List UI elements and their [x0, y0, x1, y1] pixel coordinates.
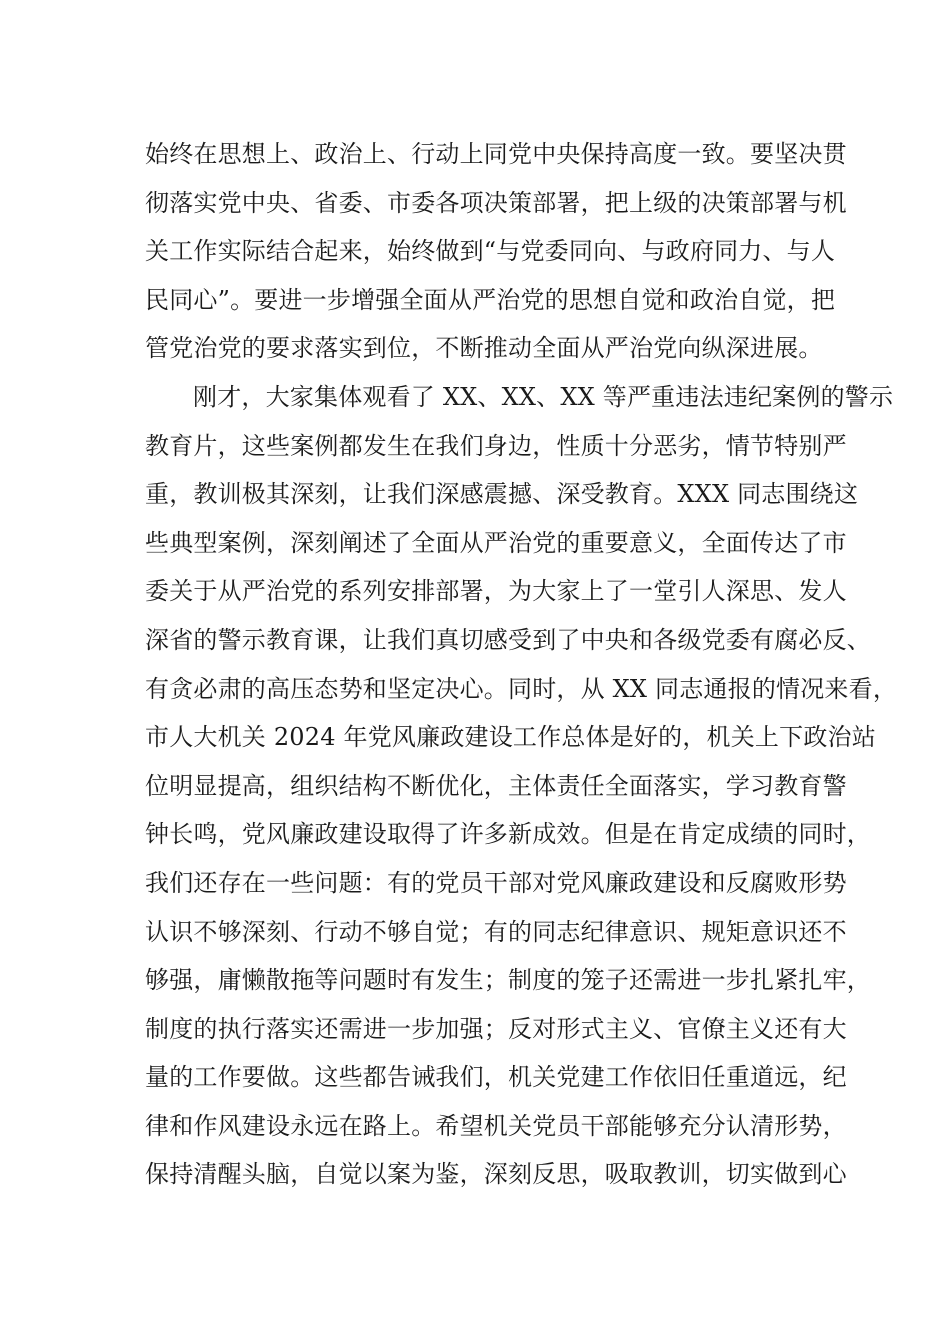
text-line: 重，教训极其深刻，让我们深感震撼、深受教育。XXX 同志围绕这 — [145, 480, 859, 509]
text-line: 民同心”。要进一步增强全面从严治党的思想自觉和政治自觉，把 — [145, 285, 836, 314]
text-line: 钟长鸣，党风廉政建设取得了许多新成效。但是在肯定成绩的同时， — [145, 820, 871, 849]
text-line: 够强，庸懒散拖等问题时有发生；制度的笼子还需进一步扎紧扎牢， — [145, 966, 871, 995]
document-body — [145, 130, 898, 1199]
paragraph-2 — [145, 373, 898, 1199]
text-line: 律和作风建设永远在路上。希望机关党员干部能够充分认清形势， — [145, 1111, 847, 1140]
text-line: 管党治党的要求落实到位，不断推动全面从严治党向纵深进展。 — [145, 334, 823, 363]
paragraph-1 — [145, 130, 847, 373]
text-line: 刚才，大家集体观看了 XX、XX、XX 等严重违法违纪案例的警示 — [193, 382, 894, 411]
text-line: 市人大机关 2024 年党风廉政建设工作总体是好的，机关上下政治站 — [145, 723, 876, 752]
text-line: 委关于从严治党的系列安排部署，为大家上了一堂引人深思、发人 — [145, 577, 847, 606]
text-line: 制度的执行落实还需进一步加强；反对形式主义、官僚主义还有大 — [145, 1014, 847, 1043]
text-line: 认识不够深刻、行动不够自觉；有的同志纪律意识、规矩意识还不 — [145, 917, 847, 946]
text-line: 始终在思想上、政治上、行动上同党中央保持高度一致。要坚决贯 — [145, 140, 847, 168]
text-line: 深省的警示教育课，让我们真切感受到了中央和各级党委有腐必反、 — [145, 625, 871, 654]
text-line: 我们还存在一些问题：有的党员干部对党风廉政建设和反腐败形势 — [145, 868, 847, 897]
text-line: 彻落实党中央、省委、市委各项决策部署，把上级的决策部署与机 — [145, 188, 847, 217]
text-line: 教育片，这些案例都发生在我们身边，性质十分恶劣，情节特别严 — [145, 431, 847, 460]
text-line: 位明显提高，组织结构不断优化，主体责任全面落实，学习教育警 — [145, 771, 847, 800]
text-line: 保持清醒头脑，自觉以案为鉴，深刻反思，吸取教训，切实做到心 — [145, 1160, 847, 1189]
text-line: 量的工作要做。这些都告诫我们，机关党建工作依旧任重道远，纪 — [145, 1063, 847, 1092]
text-line: 有贪必肃的高压态势和坚定决心。同时，从 XX 同志通报的情况来看， — [145, 674, 898, 703]
text-line: 关工作实际结合起来，始终做到“与党委同向、与政府同力、与人 — [145, 237, 836, 266]
text-line: 些典型案例，深刻阐述了全面从严治党的重要意义，全面传达了市 — [145, 528, 847, 557]
